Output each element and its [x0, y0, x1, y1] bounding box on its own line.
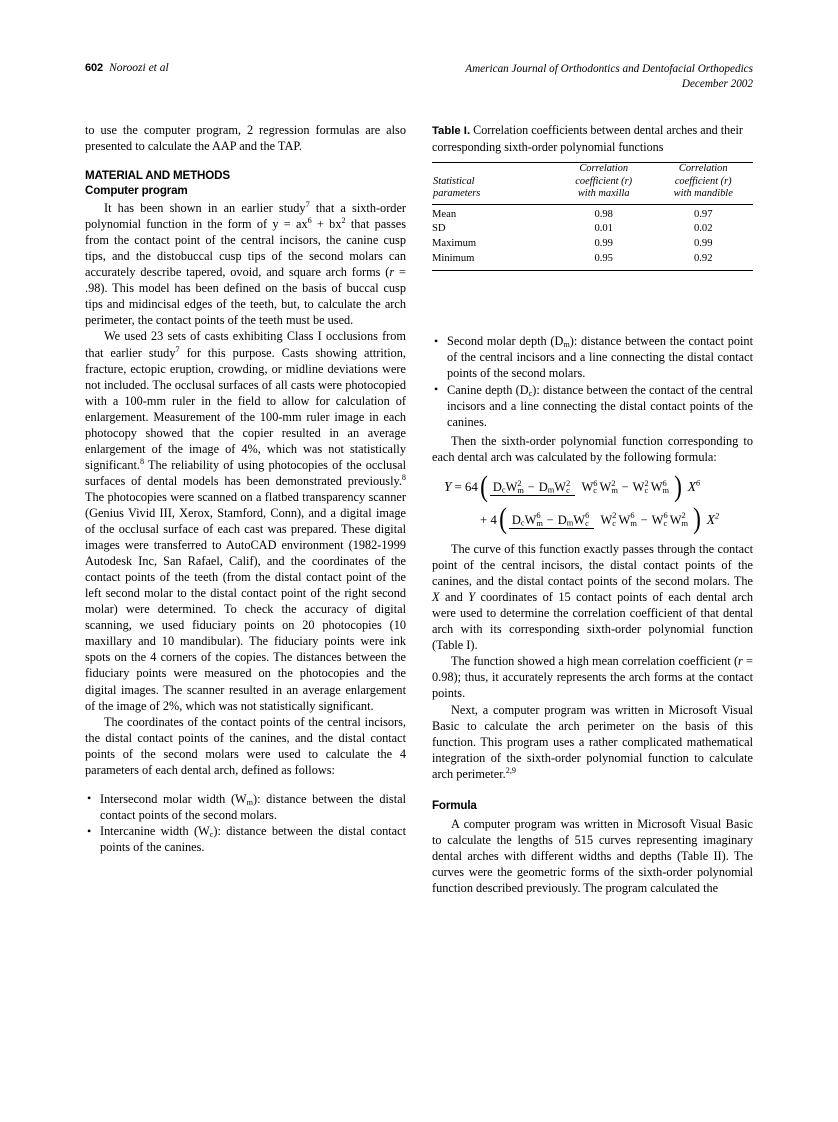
symbol-y: Y: [468, 590, 476, 605]
cell-mandible: 0.97: [653, 204, 753, 222]
parameter-bullet-list-right: [432, 333, 753, 430]
text-run: The curve of this function exactly passes through the contact point of the central incisors, the distal contact points of the canines, and the distal contact points of the second molars. The: [432, 542, 753, 589]
header-line-2: coefficient (r): [575, 175, 633, 187]
list-item-intersecond-molar-width: [85, 791, 406, 823]
running-head-left: [85, 62, 169, 74]
subscript-c: c: [209, 830, 214, 840]
fraction-denominator: W 2 c W 6 m − W 6 c W 2 m: [600, 511, 689, 528]
text-run: Intercanine width (W: [100, 824, 210, 839]
running-head: [85, 62, 753, 102]
open-paren-icon: (: [479, 469, 488, 503]
formula-plus-operator: +: [480, 511, 488, 527]
table-header-row: [432, 163, 753, 204]
page-folio: 602: [85, 62, 104, 74]
cell-mandible: 0.99: [693, 238, 713, 250]
text-run: The photocopies were scanned on a flatbed transparency scanner (Genius Vivid III, Xerox, Stamford, Conn), and a digital image of the occlusal surface of each cast was prepared. These digital images were transferred to AutoCAD environment (1982-1999 Autodesk Inc, San Rafael, Calif), and the coordinates of the contact points of the teeth (from the distal contact point of the left second molar to the distal contact point of the right second molar) were determined. To check the accuracy of digital scanning, we used fiduciary points on 20 photocopies (10 maxillary and 10 mandibular). The fiduciary points were ink spots on the 4 corners of the copies. The distances between the fiduciary points were measured on the photocopies and the digital images. The scanner resulted in an average enlargement of the image of 2%, which was not statistically significant.: [85, 489, 406, 713]
formula-line-2: [432, 502, 753, 536]
subscript-m: m: [563, 339, 570, 349]
text-run: Next, a computer program was written in Microsoft Visual Basic to calculate the arch perimeter on the basis of this function. This program uses a rather complicated mathematical integration of the sixth-order polynomial function to calculate arch perimeter.: [432, 702, 753, 781]
cell-maxilla: 0.99: [594, 238, 613, 250]
cell-maxilla: 0.95: [554, 252, 654, 270]
paragraph-sixth-order-model: [85, 200, 406, 328]
close-paren-icon: ): [673, 469, 682, 503]
text-run: that a sixth-order polynomial function in the form of y = ax: [85, 201, 407, 232]
issue-date: December 2002: [681, 78, 753, 90]
formula-coefficient-64: 64: [464, 479, 478, 495]
text-run: The function showed a high mean correlation coefficient (: [451, 654, 739, 669]
list-item-intercanine-width: [85, 823, 406, 855]
formula-factor-x6: $X^6$: [687, 478, 701, 495]
subscript-c: c: [528, 388, 533, 398]
subscript-m: m: [246, 797, 254, 807]
table-label: Table I.: [432, 125, 471, 137]
paragraph-visual-basic-program: [432, 702, 753, 782]
heading-material-and-methods: MATERIAL AND METHODS: [85, 169, 230, 183]
text-run: + bx: [311, 217, 342, 232]
table-row: [432, 222, 753, 237]
correlation-coefficients-table: [432, 162, 753, 270]
text-run: coordinates of 15 contact points of each dental arch were used to determine the correlation coefficient of that dental arch with its corresponding sixth-order polynomial function (Table I).: [432, 590, 753, 653]
right-column: [432, 333, 753, 896]
table-body: [432, 204, 753, 270]
formula-fraction-2: [508, 511, 692, 528]
reference-marker: 2,9: [505, 765, 516, 775]
reference-marker: 7: [175, 344, 180, 354]
formula-line-1: [432, 469, 753, 503]
reference-marker: 8: [401, 472, 406, 482]
cell-parameter: Maximum: [432, 238, 477, 250]
reference-marker: 7: [305, 200, 310, 209]
symbol-x: X: [432, 590, 440, 605]
column-header-mandible: [653, 163, 753, 204]
cell-maxilla: 0.01: [594, 223, 613, 235]
continued-paragraph: to use the computer program, 2 regression formulas are also presented to calculate the AAP and the TAP.: [85, 123, 406, 154]
text-run: = 0.98); thus, it accurately represents the arch forms at the contact points.: [432, 654, 753, 701]
column-header-statistical-parameters: [432, 163, 554, 204]
text-run: ): distance between the contact of the central incisors and a line connecting the distal contact points of the canines.: [447, 382, 753, 429]
formula-lhs: Y: [444, 479, 452, 495]
reference-marker: 8: [139, 456, 145, 466]
exponent-six: 6: [307, 216, 312, 226]
paragraph-then-polynomial: Then the sixth-order polynomial function corresponding to each dental arch was calculated by the following formula:: [432, 433, 753, 464]
paragraph-515-curves: A computer program was written in Microsoft Visual Basic to calculate the lengths of 515 curves representing imaginary dental arches with different widths and depths (Table II). The curves were the geometric forms of the sixth-order polynomial function described previously. The program calculated the: [432, 816, 753, 895]
header-line-2: parameters: [433, 188, 481, 200]
column-header-maxilla: [554, 163, 654, 204]
symbol-r: r: [389, 265, 395, 280]
formula-coefficient-4: 4: [490, 511, 497, 527]
header-line-3: with maxilla: [577, 188, 630, 200]
formula-equals: =: [454, 479, 462, 495]
cell-mandible: 0.92: [653, 252, 753, 270]
heading-computer-program: Computer program: [85, 184, 188, 198]
table-row: [432, 252, 753, 270]
header-line-1: Statistical: [433, 175, 475, 187]
heading-formula: Formula: [432, 798, 477, 812]
cell-parameter: SD: [432, 223, 446, 235]
paragraph-function-correlation: [432, 653, 753, 701]
text-run: We used 23 sets of casts exhibiting Class I occlusions from that earlier study: [85, 329, 406, 360]
paragraph-curve-passes: [432, 541, 753, 653]
formula-fraction-1: [489, 479, 673, 496]
fraction-numerator: DcW 6 m − DmW 6 c: [509, 513, 594, 529]
open-paren-icon: (: [498, 502, 507, 536]
formula-factor-x2: $X^2$: [706, 511, 720, 527]
table-header: [432, 163, 753, 204]
table-caption-text: Correlation coefficients between dental arches and their corresponding sixth-order polynomial functions: [432, 123, 743, 155]
text-run: ): distance between the distal contact points of the canines.: [100, 824, 406, 855]
journal-title: American Journal of Orthodontics and Dentofacial Orthopedics: [465, 63, 753, 75]
table-caption: [432, 122, 753, 155]
text-run: = .98). This model has been defined on the basis of buccal cusp tips and midincisal edges of the teeth, but, to calculate the arch perimeter, the contact points of the teeth must be used.: [85, 265, 406, 328]
text-run: that passes from the contact point of the central incisors, the canine cusp tips, and the distobuccal cusp tips of the second molars can accurately describe tapered, ovoid, and square arch forms (: [85, 217, 406, 280]
header-line-2: coefficient (r): [674, 175, 732, 187]
text-run: Intersecond molar width (W: [100, 791, 247, 806]
symbol-r: r: [738, 654, 743, 669]
paragraph-spacer: [85, 778, 406, 791]
text-run: for this purpose. Casts showing attrition, fracture, ectopic eruption, crowding, or midline deviations were not included. The occlusal surfaces of all casts were photocopied with a 100-mm ruler in the field to allow for calculation of enlargement. Measurement of the 100-mm ruler image in each photocopy showed that the copier resulted in an average enlargement of the image of 4%, which was not statistically significant.: [85, 345, 406, 472]
table-row: [432, 237, 753, 252]
list-item-second-molar-depth: [432, 333, 753, 381]
text-run: ): distance between the distal contact points of the second molars.: [100, 791, 406, 822]
text-run: ): distance between the contact point of the central incisors and a line connecting the distal contact points of the second molars.: [447, 334, 754, 381]
text-run: Second molar depth (D: [447, 334, 564, 348]
list-item-canine-depth: [432, 382, 753, 430]
table-1-container: [432, 122, 753, 271]
header-line-1: Correlation: [579, 163, 629, 175]
cell-parameter: Minimum: [432, 252, 554, 270]
header-line-1: Correlation: [678, 163, 728, 175]
parameter-bullet-list-left: [85, 791, 406, 856]
cell-mandible: 0.02: [693, 223, 713, 235]
fraction-numerator: DcW 2 m − DmW 2 c: [490, 480, 575, 496]
exponent-two: 2: [341, 216, 346, 226]
left-column: [85, 122, 406, 856]
table-row: [432, 204, 753, 222]
running-head-authors: Noroozi et al: [109, 62, 169, 74]
paragraph-coordinates-parameters: The coordinates of the contact points of the central incisors, the distal contact points of the canines, and the distal contact points of the second molars were used to calculate the 4 parameters of each dental arch, defined as follows:: [85, 714, 406, 777]
text-run: Canine depth (D: [447, 382, 529, 397]
header-line-3: with mandible: [673, 188, 733, 200]
close-paren-icon: ): [692, 502, 701, 536]
text-run: It has been shown in an earlier study: [104, 201, 306, 216]
text-run: The reliability of using photocopies of the occlusal surfaces of dental models has been demonstrated previously.: [85, 457, 406, 488]
fraction-denominator: W 6 c W 2 m − W 2 c W 6 m: [581, 478, 670, 495]
text-run: and: [439, 590, 469, 605]
cell-parameter: Mean: [432, 204, 554, 222]
paragraph-casts-sample: [85, 328, 406, 713]
cell-maxilla: 0.98: [554, 204, 654, 222]
polynomial-formula: [432, 469, 753, 536]
running-head-right: [465, 62, 753, 92]
